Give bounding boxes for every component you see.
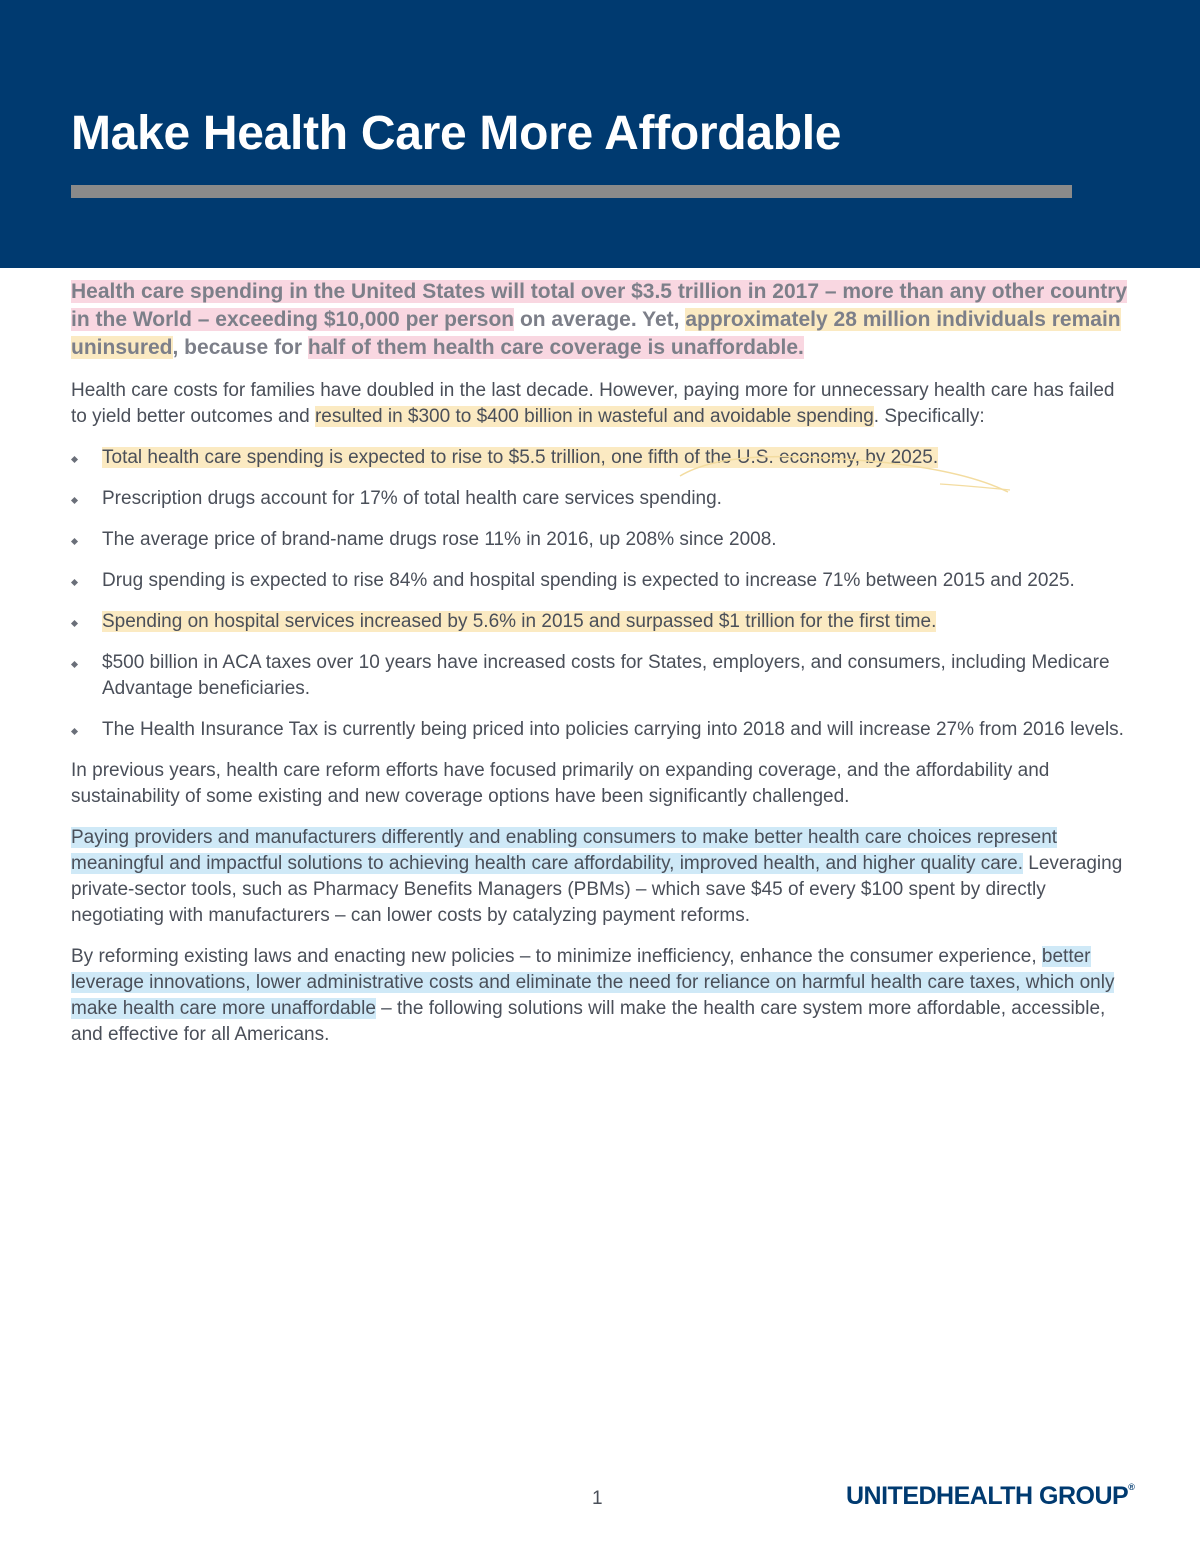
highlight-wasteful-spending: resulted in $300 to $400 billion in wasteful and avoidable spending: [314, 406, 874, 427]
page-number: 1: [592, 1488, 603, 1509]
list-item: [71, 568, 1133, 594]
lead-highlight-spending: Health care spending in the United States will total over $3.5 trillion in 2017 – more than any other country in the World – exceeding $10,000 per person: [71, 280, 1128, 331]
document-body: [71, 278, 1133, 1063]
bullet-icon: [71, 620, 78, 627]
highlight-innovations: better leverage innovations, lower administrative costs and eliminate the need for reliance on harmful health care taxes, which only make health care more unaffordable: [71, 946, 1115, 1019]
bullet-text: Drug spending is expected to rise 84% and hospital spending is expected to increase 71% between 2015 and 2025.: [102, 570, 1075, 591]
paragraph-solutions: [71, 825, 1133, 929]
bullet-icon: [71, 661, 78, 668]
paragraph-reform-history: In previous years, health care reform efforts have focused primarily on expanding coverage, and the affordability and sustainability of some existing and new coverage options have been significantly challenged.: [71, 760, 1050, 807]
logo-text: UNITEDHEALTH GROUP: [846, 1482, 1129, 1510]
list-item: [71, 609, 1133, 635]
page-title: Make Health Care More Affordable: [71, 107, 842, 160]
logo-registered-mark: ®: [1128, 1482, 1135, 1492]
paragraph-text: – the following solutions will make the health care system more affordable, accessible, and effective for all Americans.: [71, 998, 1106, 1045]
header-banner: [0, 0, 1200, 268]
lead-text: on average. Yet,: [514, 308, 686, 331]
lead-highlight-uninsured: approximately 28 million individuals remain uninsured: [71, 308, 1121, 359]
bullet-icon: [71, 728, 78, 735]
list-item: [71, 527, 1133, 553]
bullet-icon: [71, 456, 78, 463]
lead-paragraph: [71, 278, 1133, 362]
list-item: [71, 650, 1133, 702]
annotation-scribble: [640, 448, 1020, 498]
bullet-icon: [71, 538, 78, 545]
bullet-text: The Health Insurance Tax is currently being priced into policies carrying into 2018 and will increase 27% from 2016 levels.: [102, 719, 1124, 740]
bullet-text: Prescription drugs account for 17% of total health care services spending.: [102, 488, 722, 509]
list-item: [71, 717, 1133, 743]
title-divider: [71, 185, 1072, 198]
paragraph-reforming-laws: [71, 944, 1133, 1048]
lead-highlight-unaffordable: half of them health care coverage is unaffordable.: [307, 336, 804, 359]
lead-text: , because for: [172, 336, 308, 359]
bullet-icon: [71, 497, 78, 504]
bullet-text: The average price of brand-name drugs rose 11% in 2016, up 208% since 2008.: [102, 529, 777, 550]
bullet-text: Total health care spending is expected to rise to $5.5 trillion, one fifth of the U.S. economy, by 2025.: [102, 447, 939, 468]
bullet-text: $500 billion in ACA taxes over 10 years have increased costs for States, employers, and consumers, including Medicare Advantage beneficiaries.: [102, 652, 1110, 699]
paragraph-text: . Specifically:: [873, 406, 985, 427]
paragraph-text: Health care costs for families have doubled in the last decade. However, paying more for unnecessary health care has failed to yield better outcomes and: [71, 380, 1115, 427]
paragraph-costs: [71, 378, 1133, 430]
bullet-icon: [71, 579, 78, 586]
highlight-solutions: Paying providers and manufacturers differently and enabling consumers to make better health care choices represent meaningful and impactful solutions to achieving health care affordability, improved health, and higher quality care.: [71, 827, 1058, 874]
paragraph-text: Leveraging private-sector tools, such as Pharmacy Benefits Managers (PBMs) – which save $45 of every $100 spent by directly negotiating with manufacturers – can lower costs by catalyzing payment reforms.: [71, 853, 1123, 926]
bullet-text: Spending on hospital services increased by 5.6% in 2015 and surpassed $1 trillion for the first time.: [102, 611, 937, 632]
unitedhealth-group-logo: [846, 1482, 1134, 1511]
paragraph-text: By reforming existing laws and enacting new policies – to minimize inefficiency, enhance the consumer experience,: [71, 946, 1042, 967]
